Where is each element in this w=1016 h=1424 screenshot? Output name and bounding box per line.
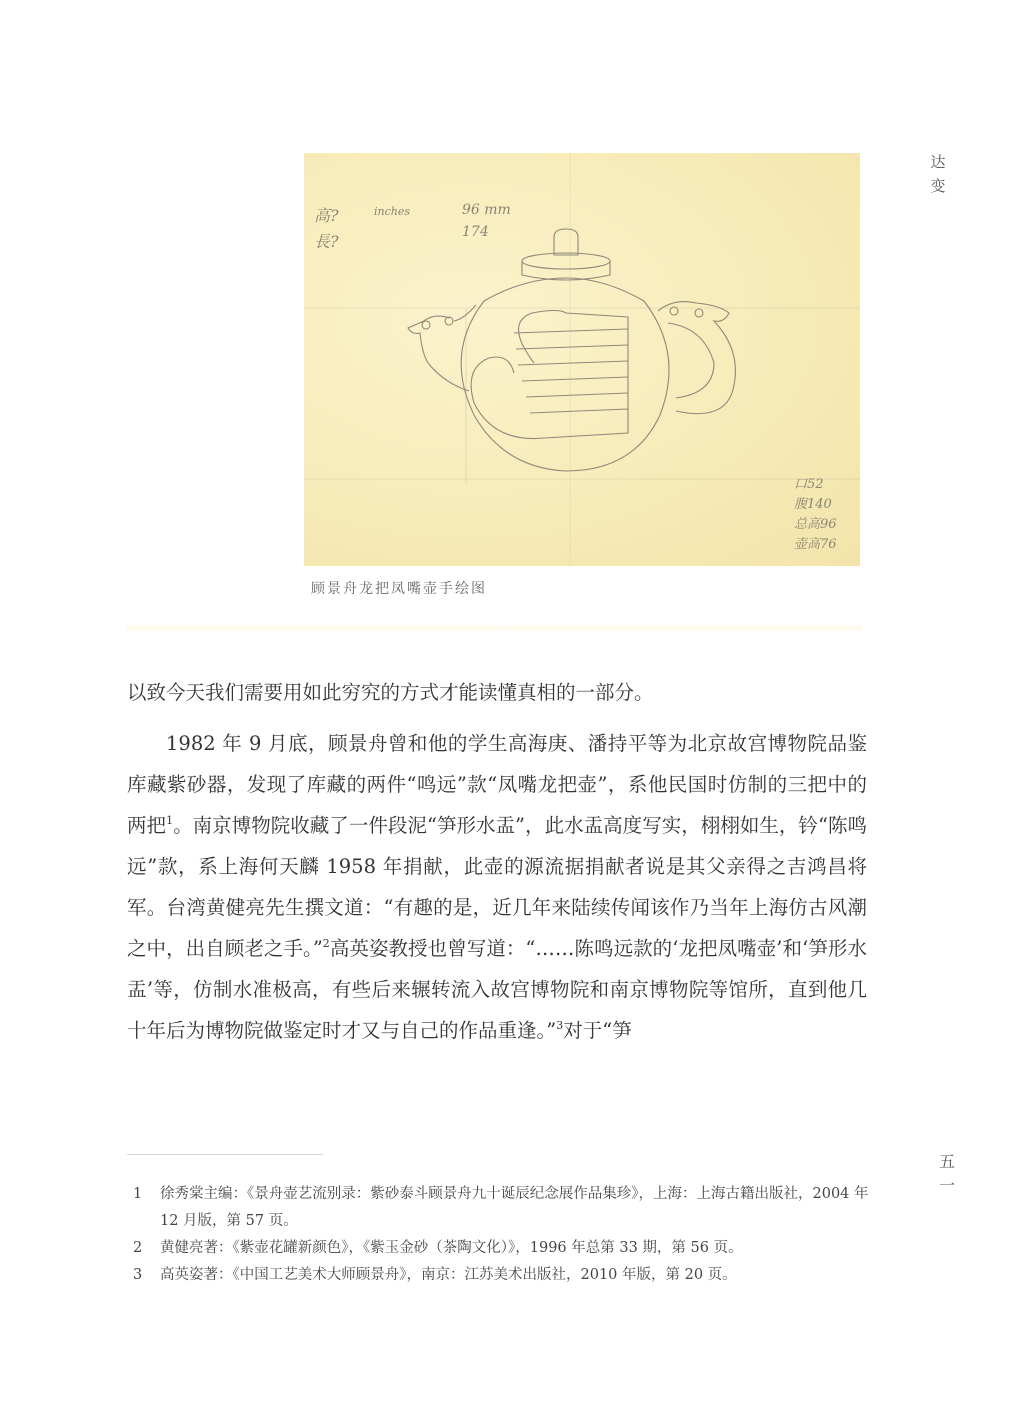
paragraph [127,723,867,1051]
paragraph-text: 高英姿教授也曾写道：“……陈鸣远款的‘龙把凤嘴壶’和‘笋形水盂’等，仿制水准极高，有些后来辗转流入故宫博物院和南京博物院等馆所，直到他几十年后为博物院做鉴定时才又与自己的作品重逢。” [127,937,867,1042]
figure-caption: 顾景舟龙把凤嘴壶手绘图 [311,581,487,597]
handwritten-label: 96 mm [462,202,511,218]
body-text [127,672,867,1051]
handwritten-label: 壶高76 [794,537,837,552]
paragraph-text: 对于“笋 [563,1019,632,1042]
page-number-char: 一 [938,1176,955,1195]
paragraph-text: 1982 年 9 月底，顾景舟曾和他的学生高海庚、潘持平等为北京故宫博物院品鉴库藏紫砂器，发现了库藏的两件“鸣远”款“凤嘴龙把壶”，系他民国时仿制的三把中的两把 [127,732,867,837]
footnote-ref[interactable]: 3 [556,1019,564,1032]
teapot-sketch-figure [304,153,860,566]
paragraph: 以致今天我们需要用如此穷究的方式才能读懂真相的一部分。 [127,681,654,704]
handwritten-label: 总高96 [794,517,837,532]
section-divider [126,624,862,632]
footnote-number: 2 [133,1240,143,1256]
footnote-rule [127,1154,323,1155]
footnote-ref[interactable]: 2 [322,937,330,950]
footnote [133,1235,873,1262]
handwritten-label: 腹140 [794,497,832,512]
footnote-number: 3 [133,1267,143,1283]
footnote-number: 1 [133,1186,143,1202]
footnote-ref[interactable]: 1 [166,814,174,827]
handwritten-label: 高? [314,206,339,225]
handwritten-label: 174 [462,224,489,240]
running-title [929,150,947,198]
footnote [133,1262,873,1289]
footnote-text: 徐秀棠主编：《景舟壶艺流别录：紫砂泰斗顾景舟九十诞辰纪念展作品集珍》，上海：上海古籍出版社，2004 年 12 月版，第 57 页。 [160,1186,869,1229]
running-title-char-1: 达 [930,153,946,171]
footnote [133,1181,873,1235]
page-number [937,1150,957,1198]
handwritten-inches: inches [374,205,411,218]
paragraph-text: 。南京博物院收藏了一件段泥“笋形水盂”，此水盂高度写实，栩栩如生，钤“陈鸣远”款，系上海何天麟 1958 年捐献，此壶的源流据捐献者说是其父亲得之吉鸿昌将军。台湾黄健亮先生撰文道：“有趣的是，近几年来陆续传闻该作乃当年上海仿古风潮之中，出自顾老之手。” [127,814,867,960]
handwritten-dimensions-bottom [794,475,837,555]
page-number-char: 五 [938,1152,955,1171]
footnote-text: 高英姿著：《中国工艺美术大师顾景舟》，南京：江苏美术出版社，2010 年版，第 20 页。 [160,1267,737,1283]
handwritten-labels-left [314,203,339,255]
footnotes [133,1181,873,1289]
handwritten-label: 口52 [794,477,824,492]
handwritten-dimensions-top [462,199,511,243]
footnote-text: 黄健亮著：《紫壶花罐新颜色》，《紫玉金砂（茶陶文化）》，1996 年总第 33 期，第 56 页。 [160,1240,743,1256]
handwritten-label: 長? [314,232,339,251]
running-title-char-2: 变 [930,177,946,195]
